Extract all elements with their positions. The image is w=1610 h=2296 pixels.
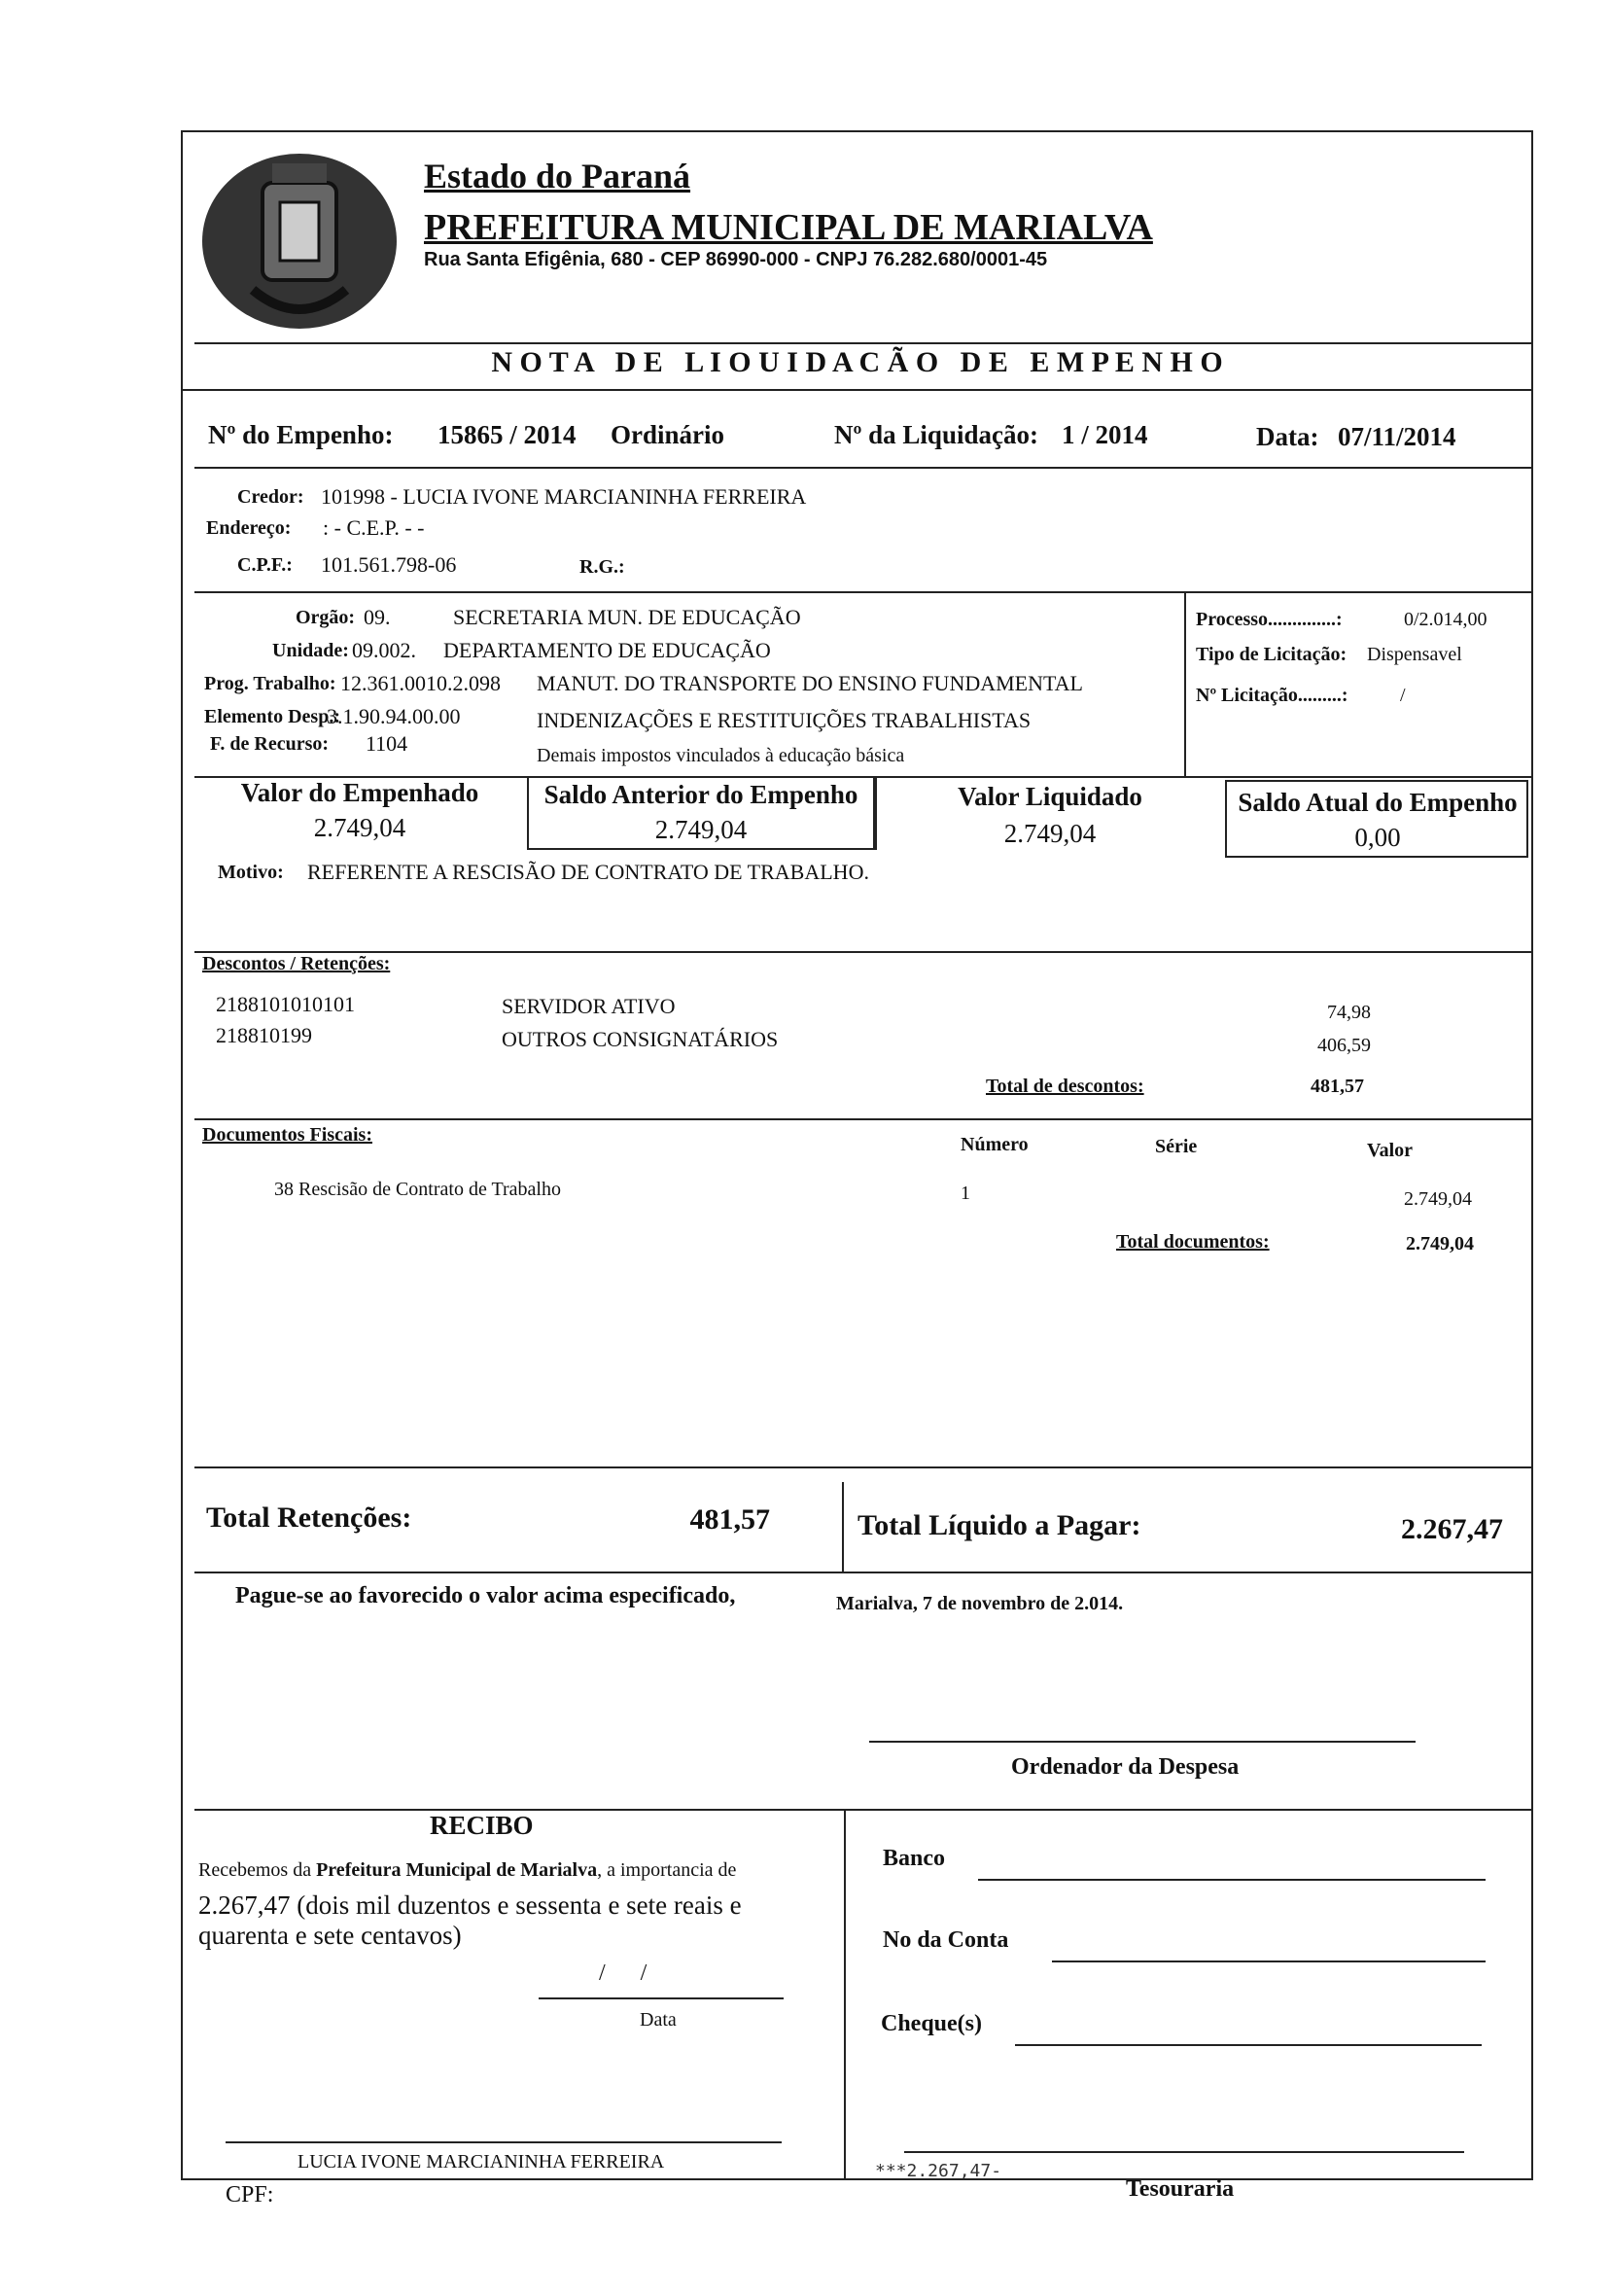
recurso-name: Demais impostos vinculados à educação básica [537,745,905,766]
motivo-label: Motivo: [218,862,284,883]
orgao-code: 09. [364,605,391,629]
divider [842,1482,844,1572]
ordenador-signature-line [869,1741,1416,1743]
credor-label: Credor: [237,486,304,508]
endereco-value: : - C.E.P. - - [323,515,425,540]
total-retencoes-value: 481,57 [689,1503,770,1536]
tipo-licitacao-label: Tipo de Licitação: [1196,644,1348,665]
elemento-label: Elemento Desp.: [204,706,340,727]
tipo-licitacao-value: Dispensavel [1367,644,1462,665]
rg-label: R.G.: [579,556,625,578]
col-valor: Valor [1367,1140,1414,1161]
total-documentos-label: Total documentos: [1116,1231,1270,1253]
recibo-signature-line [226,2141,782,2143]
coat-of-arms-logo [194,144,408,338]
recurso-code: 1104 [366,731,408,756]
date-value: 07/11/2014 [1338,422,1456,451]
endereco-label: Endereço: [206,517,292,539]
recibo-title: RECIBO [430,1811,534,1840]
processo-value: 0/2.014,00 [1404,609,1488,630]
desconto-code: 2188101010101 [216,992,355,1016]
desconto-desc: OUTROS CONSIGNATÁRIOS [502,1027,779,1051]
recibo-amount-text: 2.267,47 (dois mil duzentos e sessenta e sete reais e quarenta e sete centavos) [198,1890,742,1950]
unidade-name: DEPARTAMENTO DE EDUCAÇÃO [443,638,771,662]
empenho-type: Ordinário [611,420,725,449]
prog-label: Prog. Trabalho: [204,673,336,694]
elemento-code: 3.1.90.94.00.00 [327,704,461,728]
conta-label: No da Conta [883,1927,1009,1953]
date-label: Data: [1256,422,1319,451]
elemento-name: INDENIZAÇÕES E RESTITUIÇÕES TRABALHISTAS [537,708,1032,732]
recibo-date-slashes: / / [599,1960,648,1986]
divider [194,1466,1533,1468]
total-retencoes-label: Total Retenções: [206,1501,412,1534]
pague-se-text: Pague-se ao favorecido o valor acima especificado, [235,1583,736,1608]
liquidacao-number: 1 / 2014 [1062,420,1148,449]
unidade-label: Unidade: [272,640,349,661]
divider [194,342,1533,344]
total-documentos-value: 2.749,04 [1406,1233,1474,1254]
orgao-name: SECRETARIA MUN. DE EDUCAÇÃO [453,605,801,629]
prefecture-name: PREFEITURA MUNICIPAL DE MARIALVA [424,207,1153,248]
divider [194,951,1533,953]
valor-empenhado-label: Valor do Empenhado [240,778,479,807]
recurso-label: F. de Recurso: [210,733,330,755]
documento-numero: 1 [961,1183,970,1204]
recibo-cpf-label: CPF: [226,2182,274,2208]
licitacao-number-label: Nº Licitação.........: [1196,685,1348,706]
recibo-name: LUCIA IVONE MARCIANINHA FERREIRA [298,2151,665,2172]
payment-stamp: ***2.267,47- [875,2161,1002,2181]
prog-name: MANUT. DO TRANSPORTE DO ENSINO FUNDAMENTAL [537,671,1083,695]
recibo-date-line [539,1997,784,1999]
desconto-value: 74,98 [1327,1002,1371,1023]
cheque-line [1015,2044,1482,2046]
total-liquido-value: 2.267,47 [1401,1513,1503,1545]
saldo-atual-value: 0,00 [1354,823,1401,852]
divider [194,467,1533,469]
total-descontos-label: Total de descontos: [986,1076,1144,1097]
unidade-code: 09.002. [352,638,416,662]
valor-liquidado-value: 2.749,04 [1003,819,1097,848]
divider [844,1811,846,2180]
col-numero: Número [961,1134,1029,1155]
divider [1184,591,1186,776]
processo-label: Processo..............: [1196,609,1343,630]
banco-line [978,1879,1486,1881]
total-descontos-value: 481,57 [1311,1076,1364,1097]
valor-liquidado-label: Valor Liquidado [958,782,1142,811]
desconto-code: 218810199 [216,1023,312,1047]
recibo-line1: Recebemos da Prefeitura Municipal de Marialva, a importancia de [198,1859,737,1881]
valor-empenhado-value: 2.749,04 [313,813,406,842]
documento-valor: 2.749,04 [1404,1188,1472,1210]
divider [194,1572,1533,1573]
prog-code: 12.361.0010.2.098 [340,671,501,695]
tesouraria-signature-line [904,2151,1464,2153]
tesouraria-label: Tesouraria [1126,2176,1235,2202]
banco-label: Banco [883,1846,946,1871]
divider [181,389,1533,391]
divider [194,1809,1533,1811]
ordenador-label: Ordenador da Despesa [1011,1754,1240,1780]
cheque-label: Cheque(s) [881,2011,983,2036]
saldo-anterior-value: 2.749,04 [654,815,748,844]
empenho-number-label: Nº do Empenho: [208,420,394,449]
empenho-number: 15865 / 2014 [438,420,577,449]
cpf-value: 101.561.798-06 [321,552,457,577]
documentos-title: Documentos Fiscais: [202,1124,372,1146]
descontos-title: Descontos / Retenções: [202,953,391,974]
place-date: Marialva, 7 de novembro de 2.014. [836,1593,1124,1614]
state-name: Estado do Paraná [424,157,691,195]
divider [194,1118,1533,1120]
motivo-value: REFERENTE A RESCISÃO DE CONTRATO DE TRABALHO. [307,860,869,884]
col-serie: Série [1155,1136,1198,1157]
liquidacao-label: Nº da Liquidação: [834,420,1038,449]
licitacao-number-value: / [1400,685,1406,706]
documento-desc: 38 Rescisão de Contrato de Trabalho [274,1179,561,1200]
desconto-desc: SERVIDOR ATIVO [502,994,676,1018]
document-title: N O T A D E L I O U I D A C Ã O D E E M P E N H O [491,346,1223,378]
prefecture-address: Rua Santa Efigênia, 680 - CEP 86990-000 - CNPJ 76.282.680/0001-45 [424,249,1048,270]
cpf-label: C.P.F.: [237,554,293,576]
total-liquido-label: Total Líquido a Pagar: [858,1509,1141,1541]
saldo-anterior-label: Saldo Anterior do Empenho [543,780,858,809]
recibo-data-label: Data [640,2009,677,2031]
desconto-value: 406,59 [1317,1035,1371,1056]
divider [194,591,1533,593]
conta-line [1052,1960,1486,1962]
orgao-label: Orgão: [296,607,356,628]
credor-value: 101998 - LUCIA IVONE MARCIANINHA FERREIRA [321,484,807,509]
saldo-atual-label: Saldo Atual do Empenho [1238,788,1518,817]
